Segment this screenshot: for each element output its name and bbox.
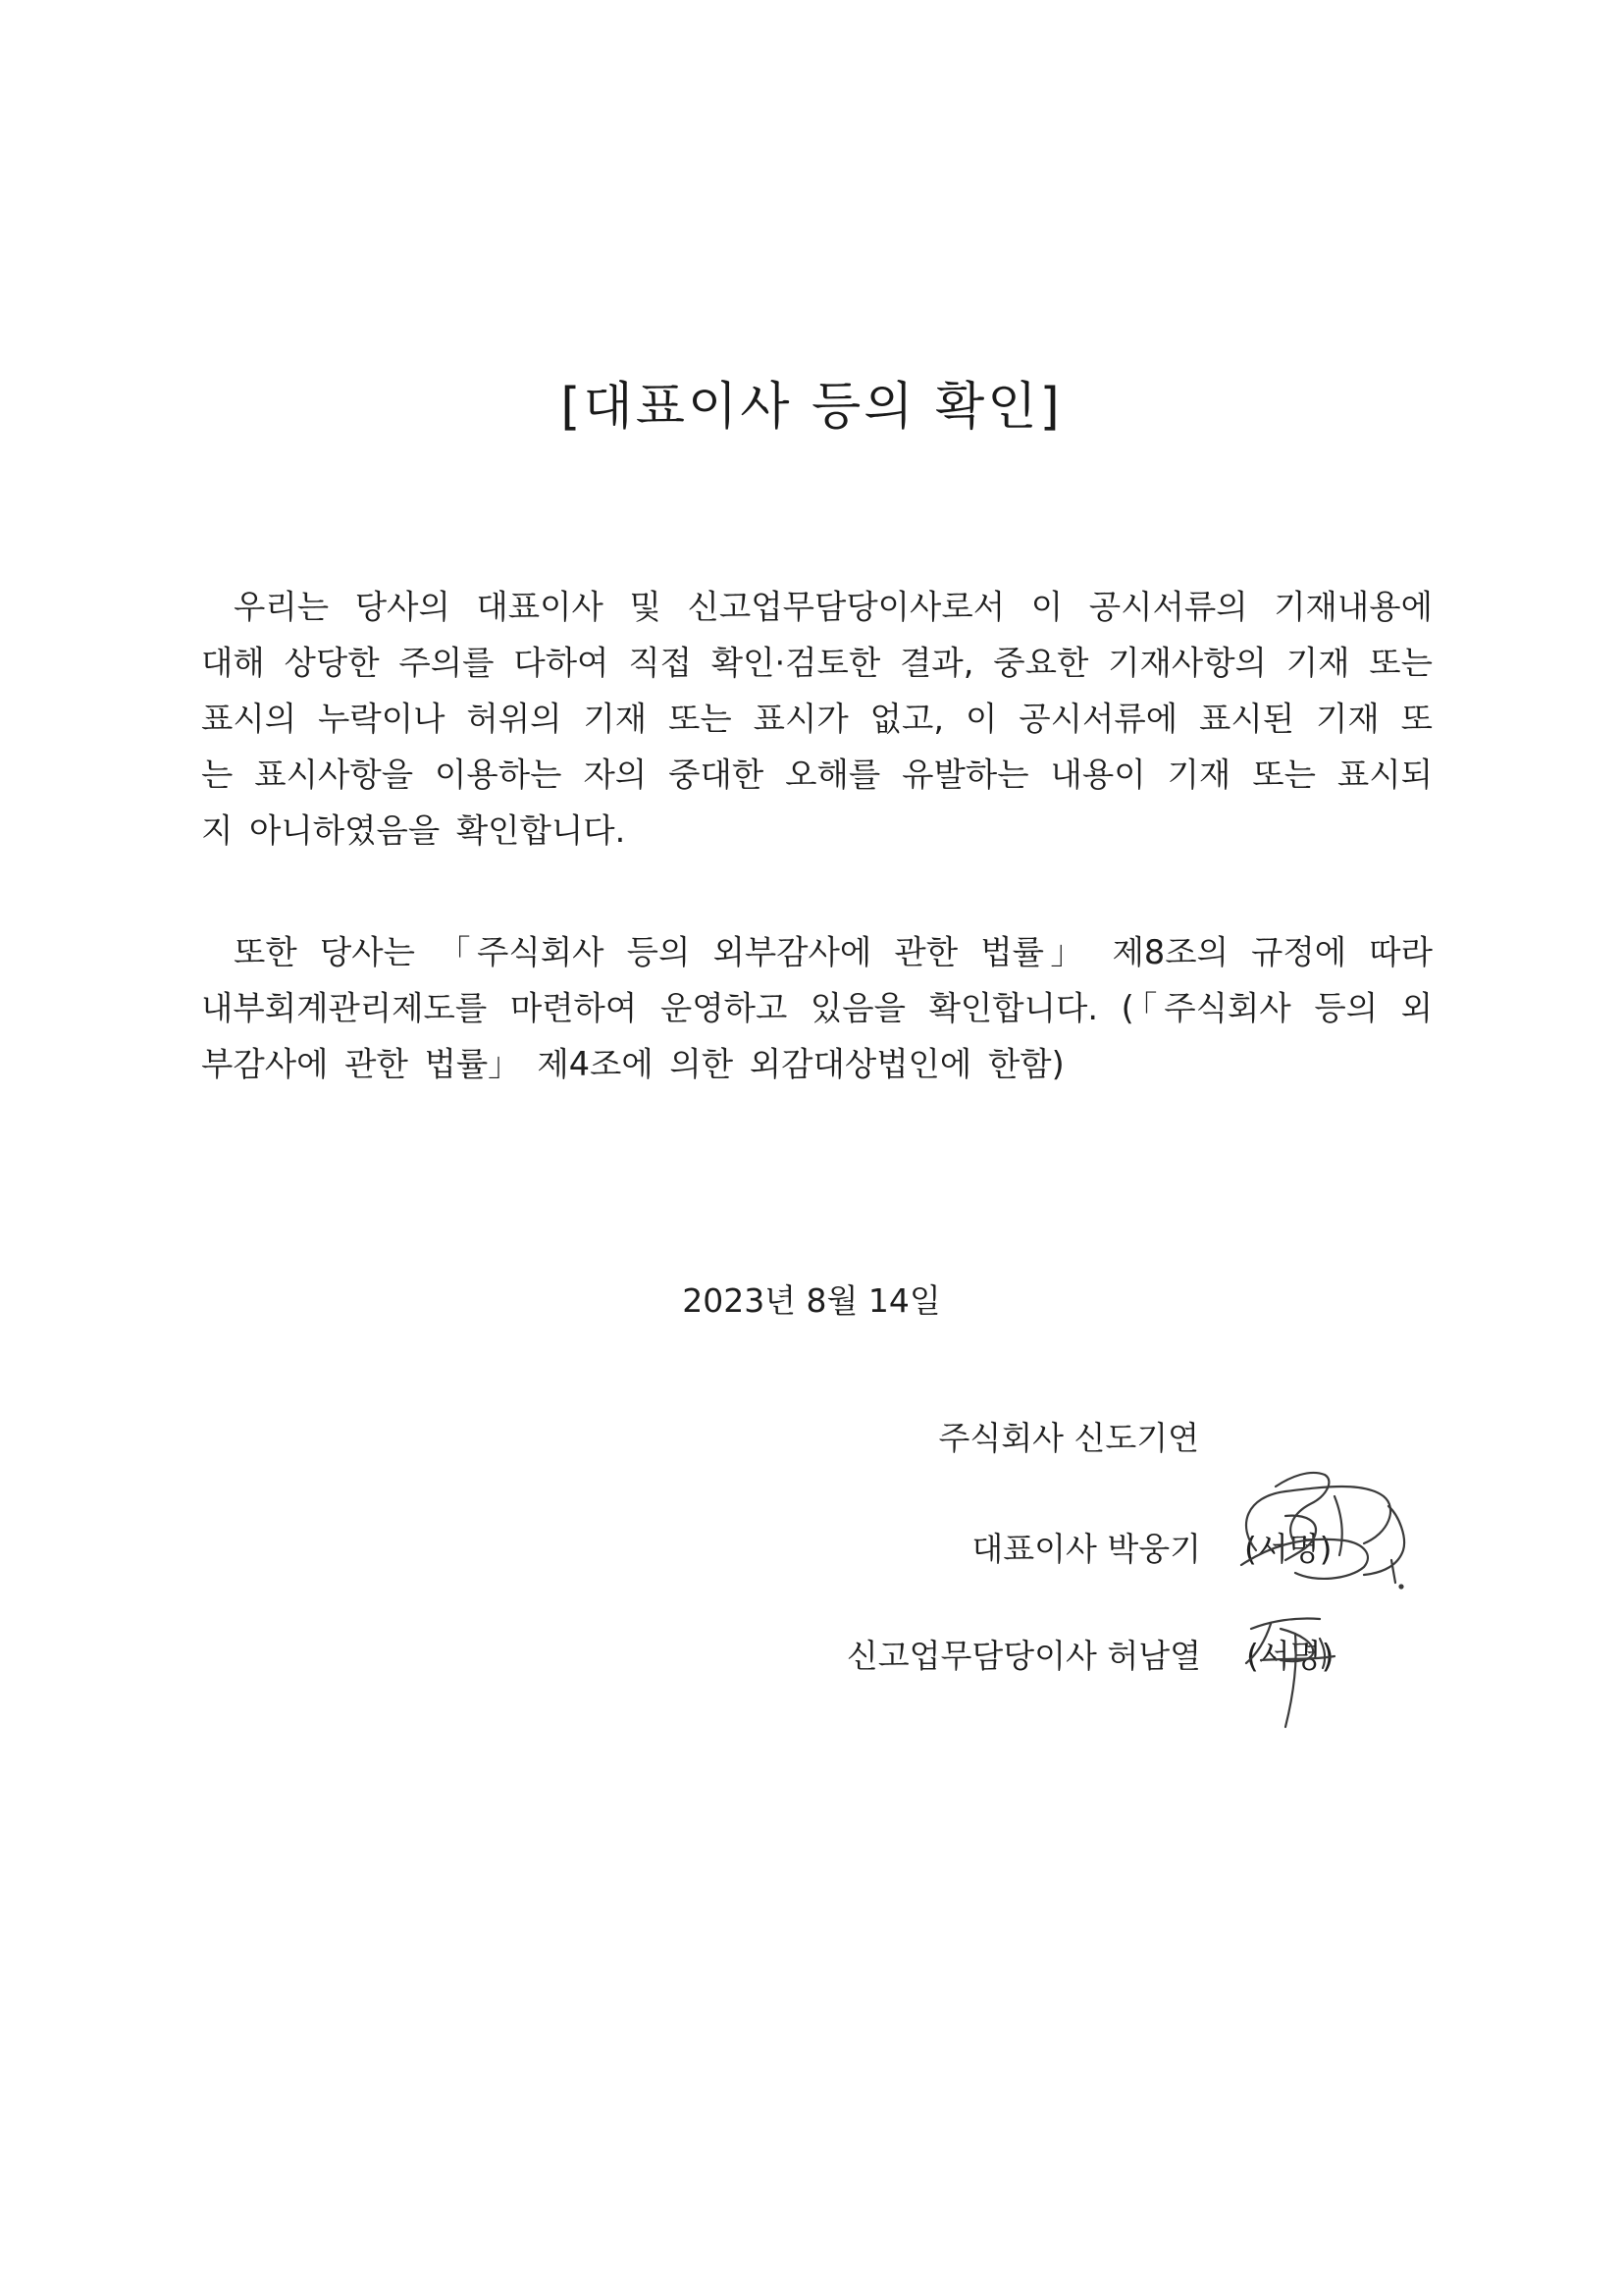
paragraph-line: 는 표시사항을 이용하는 자의 중대한 오해를 유발하는 내용이 기재 또는 표시되 — [201, 756, 1433, 794]
paragraph-line: 또한 당사는 「주식회사 등의 외부감사에 관한 법률」 제8조의 규정에 따라 — [234, 933, 1433, 971]
paragraph-line: 표시의 누락이나 허위의 기재 또는 표시가 없고, 이 공시서류에 표시된 기재 또 — [201, 700, 1433, 738]
company-name: 주식회사 신도기연 — [938, 1419, 1199, 1457]
paragraph-line: 대해 상당한 주의를 다하여 직접 확인·검토한 결과, 중요한 기재사항의 기재 또는 — [201, 644, 1433, 682]
paragraph-line: 우리는 당사의 대표이사 및 신고업무담당이사로서 이 공시서류의 기재내용에 — [234, 588, 1433, 626]
cfo-signature-label: (서명) — [1246, 1637, 1335, 1675]
ceo-signature-label: (서명) — [1244, 1530, 1333, 1568]
paragraph-line: 부감사에 관한 법률」 제4조에 의한 외감대상법인에 한함) — [201, 1045, 1065, 1083]
paragraph-line: 내부회계관리제도를 마련하여 운영하고 있음을 확인합니다. (「주식회사 등의 외 — [201, 989, 1433, 1027]
document-title: [대표이사 등의 확인] — [560, 378, 1063, 437]
cfo-name-line: 신고업무담당이사 허남열 — [846, 1637, 1201, 1675]
internal-control-paragraph — [201, 924, 1433, 1092]
document-date: 2023년 8월 14일 — [682, 1281, 941, 1320]
paragraph-line: 지 아니하였음을 확인합니다. — [201, 811, 626, 850]
confirmation-paragraph — [201, 579, 1433, 859]
ceo-name-line: 대표이사 박웅기 — [971, 1530, 1201, 1568]
